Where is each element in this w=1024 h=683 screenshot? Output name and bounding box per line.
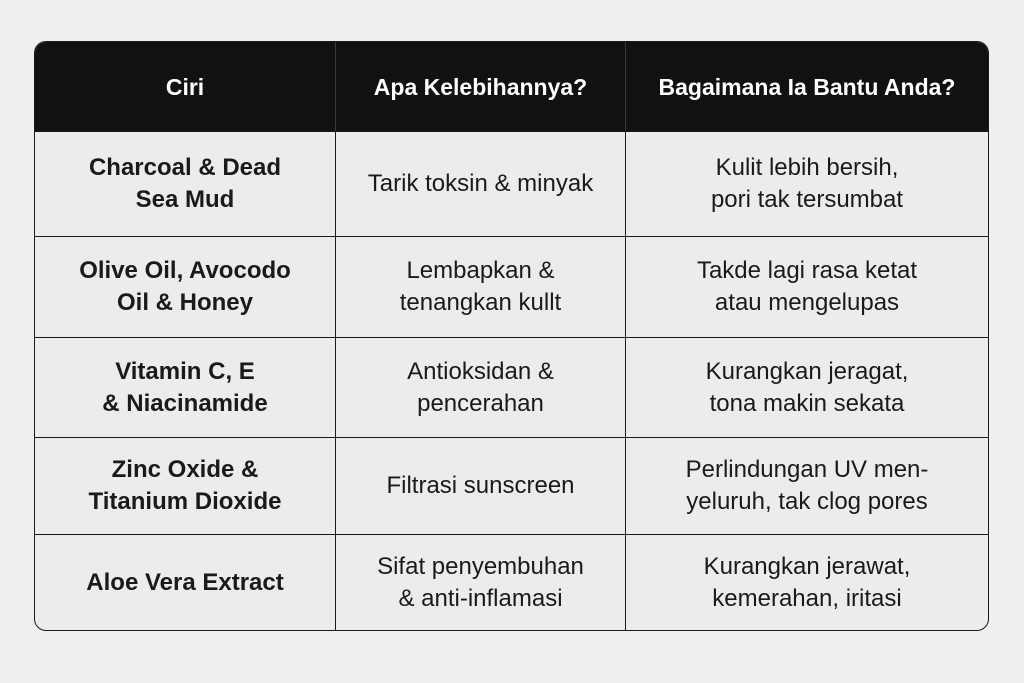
header-cell-bantu: Bagaimana Ia Bantu Anda? — [625, 42, 988, 131]
help-cell: Kurangkan jeragat, tona makin sekata — [625, 338, 988, 437]
benefit-cell: Sifat penyembuhan & anti-inflamasi — [335, 535, 625, 630]
table-row — [35, 236, 988, 337]
table-row — [35, 131, 988, 236]
help-cell: Kulit lebih bersih, pori tak tersumbat — [625, 132, 988, 236]
table-row — [35, 534, 988, 630]
help-cell: Kurangkan jerawat, kemerahan, iritasi — [625, 535, 988, 630]
benefit-cell: Antioksidan & pencerahan — [335, 338, 625, 437]
feature-cell: Zinc Oxide & Titanium Dioxide — [88, 456, 282, 515]
benefit-cell: Lembapkan & tenangkan kullt — [335, 237, 625, 337]
help-cell: Perlindungan UV men- yeluruh, tak clog pores — [625, 438, 988, 534]
header-cell-ciri: Ciri — [165, 73, 205, 100]
comparison-table — [34, 41, 989, 631]
feature-cell: Charcoal & Dead Sea Mud — [88, 154, 282, 213]
feature-cell: Vitamin C, E & Niacinamide — [102, 357, 268, 417]
table-header-row — [35, 42, 988, 131]
benefit-cell: Filtrasi sunscreen — [335, 438, 625, 534]
benefit-cell: Tarik toksin & minyak — [335, 132, 625, 236]
header-cell-kelebihan: Apa Kelebihannya? — [335, 42, 625, 131]
table-row — [35, 437, 988, 534]
help-cell: Takde lagi rasa ketat atau mengelupas — [625, 237, 988, 337]
feature-cell: Aloe Vera Extract — [86, 568, 284, 596]
table-row — [35, 337, 988, 437]
feature-cell: Olive Oil, Avocodo Oil & Honey — [79, 257, 291, 316]
